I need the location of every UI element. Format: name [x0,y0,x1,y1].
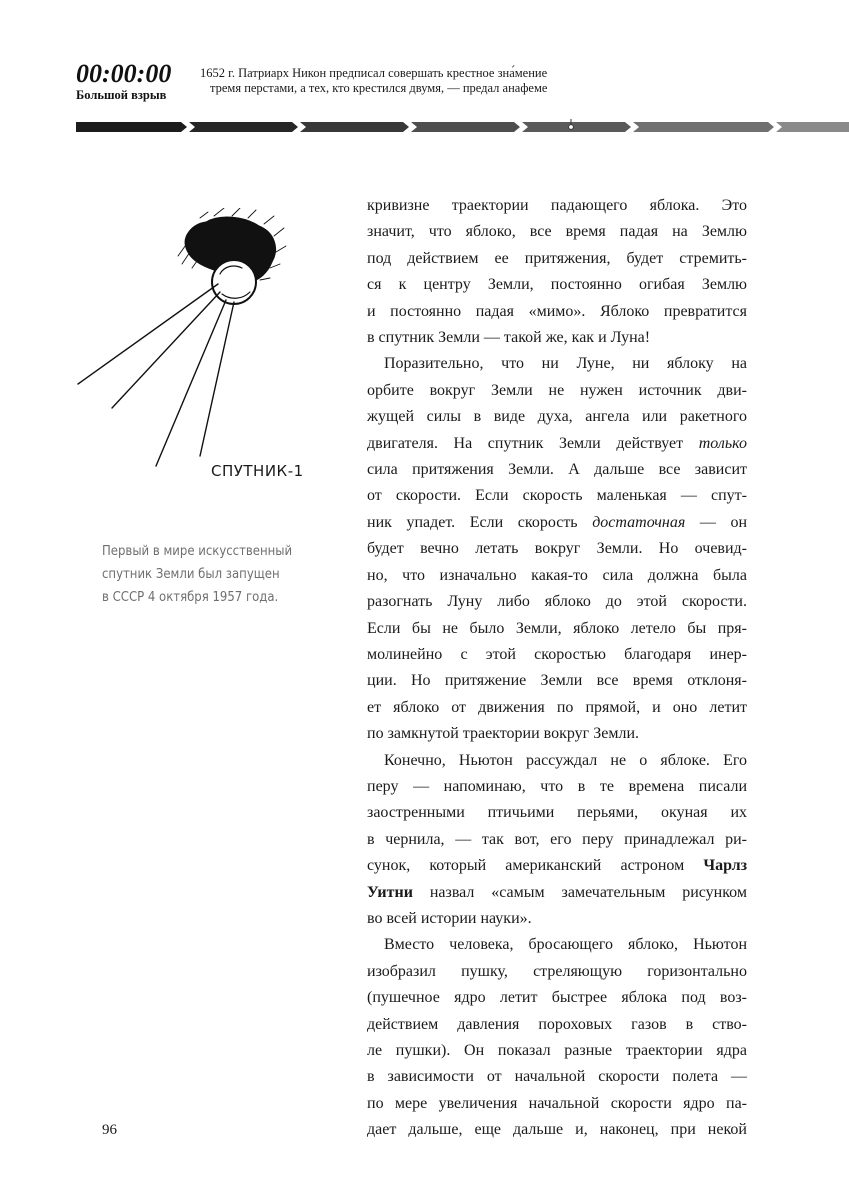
text-line: по замкнутой траектории вокруг Земли. [367,725,640,743]
text-line: в зависимости от начальной скорости полета — [367,1068,747,1086]
text-line: значит, что яблоко, все время падая на Землю [367,223,747,241]
timeline-segment-5 [522,122,631,132]
text-line: ле пушки). Он показал разные траектории ядра [367,1042,747,1059]
text-line: (пушечное ядро летит быстрее яблока под воз- [367,989,747,1007]
text-line: в спутник Земли — такой же, как и Луна! [367,329,651,347]
text-line: и постоянно падая «мимо». Яблоко превратится [367,302,747,320]
text-line: разогнать Луну либо яблоко до этой скорости. [367,593,747,611]
text-line: изобразил пушку, стреляющую горизонтально [367,962,747,980]
header-time: 00:00:00 [76,59,172,88]
text-line: во всей истории науки». [367,909,532,927]
text-line: действием давления пороховых газов в ство- [367,1015,747,1033]
timeline-segment-7 [776,122,849,132]
header-event-line-1: 1652 г. Патриарх Никон предписал совершать крестное зна́мение [200,66,548,80]
text-line: сунок, который американский астроном Чарлз [367,857,747,875]
text-line: но, что изначально какая-то сила должна была [367,566,747,584]
text-line: дает дальше, еще дальше и, наконец, при некой [367,1121,747,1139]
text-line: под действием ее притяжения, будет стремить- [367,249,747,267]
text-line: орбите вокруг Земли не нужен источник дви- [367,381,747,399]
text-line: перу — напоминаю, что в те времена писали [367,777,747,795]
text-line: молинейно с этой скоростью благодаря инер- [367,645,747,663]
text-line: ет яблоко от движения по прямой, и оно летит [367,698,747,716]
text-line: Уитни назвал «самым замечательным рисунком [367,883,747,901]
timeline-segment-6 [633,122,774,132]
text-line: двигателя. На спутник Земли действует только [367,434,747,452]
figure-label: СПУТНИК-1 [211,462,304,480]
text-line: будет вечно летать вокруг Земли. Но очевид- [367,540,747,558]
figure-caption [102,540,312,609]
header-event-line-2: тремя перстами, а тех, кто крестился двумя, — предал анафеме [210,81,548,95]
caption-line-2: спутник Земли был запущен [102,567,280,582]
sputnik-drawing-icon [74,208,324,498]
text-line: Конечно, Ньютон рассуждал не о яблоке. Его [384,751,747,769]
body-text [367,193,747,1144]
header-subtitle: Большой взрыв [76,88,167,102]
text-line: Если бы не было Земли, яблоко летело бы пря- [367,619,747,637]
timeline-segment-4 [411,122,520,132]
text-line: сила притяжения Земли. А дальше все зависит [367,461,747,479]
text-line: в чернила, — так вот, его перу принадлежал ри- [367,830,747,848]
timeline-segment-3 [300,122,409,132]
timeline-segment-2 [189,122,298,132]
caption-line-1: Первый в мире искусственный [102,544,293,559]
text-line: ся к центру Земли, постоянно огибая Землю [367,276,747,294]
timeline-segment-1 [76,122,187,132]
text-line: по мере увеличения начальной скорости ядро па- [367,1094,747,1112]
text-line: от скорости. Если скорость маленькая — спут- [367,487,747,505]
text-line: ник упадет. Если скорость достаточная — он [367,513,747,531]
text-line: Вместо человека, бросающего яблоко, Ньютон [384,936,747,954]
text-line: жущей силы в виде духа, ангела или ракетного [367,408,747,426]
text-line: заостренными птичьими перьями, окуная их [367,804,747,822]
text-line: Поразительно, что ни Луне, ни яблоку на [384,355,747,373]
timeline-marker-dot [569,125,574,130]
header-event [200,66,620,96]
text-line: кривизне траектории падающего яблока. Это [367,197,747,214]
caption-line-3: в СССР 4 октября 1957 года. [102,590,279,605]
text-line: ции. Но притяжение Земли все время отклоня- [367,672,747,690]
timeline-bar [76,119,849,135]
page-number: 96 [102,1122,117,1138]
